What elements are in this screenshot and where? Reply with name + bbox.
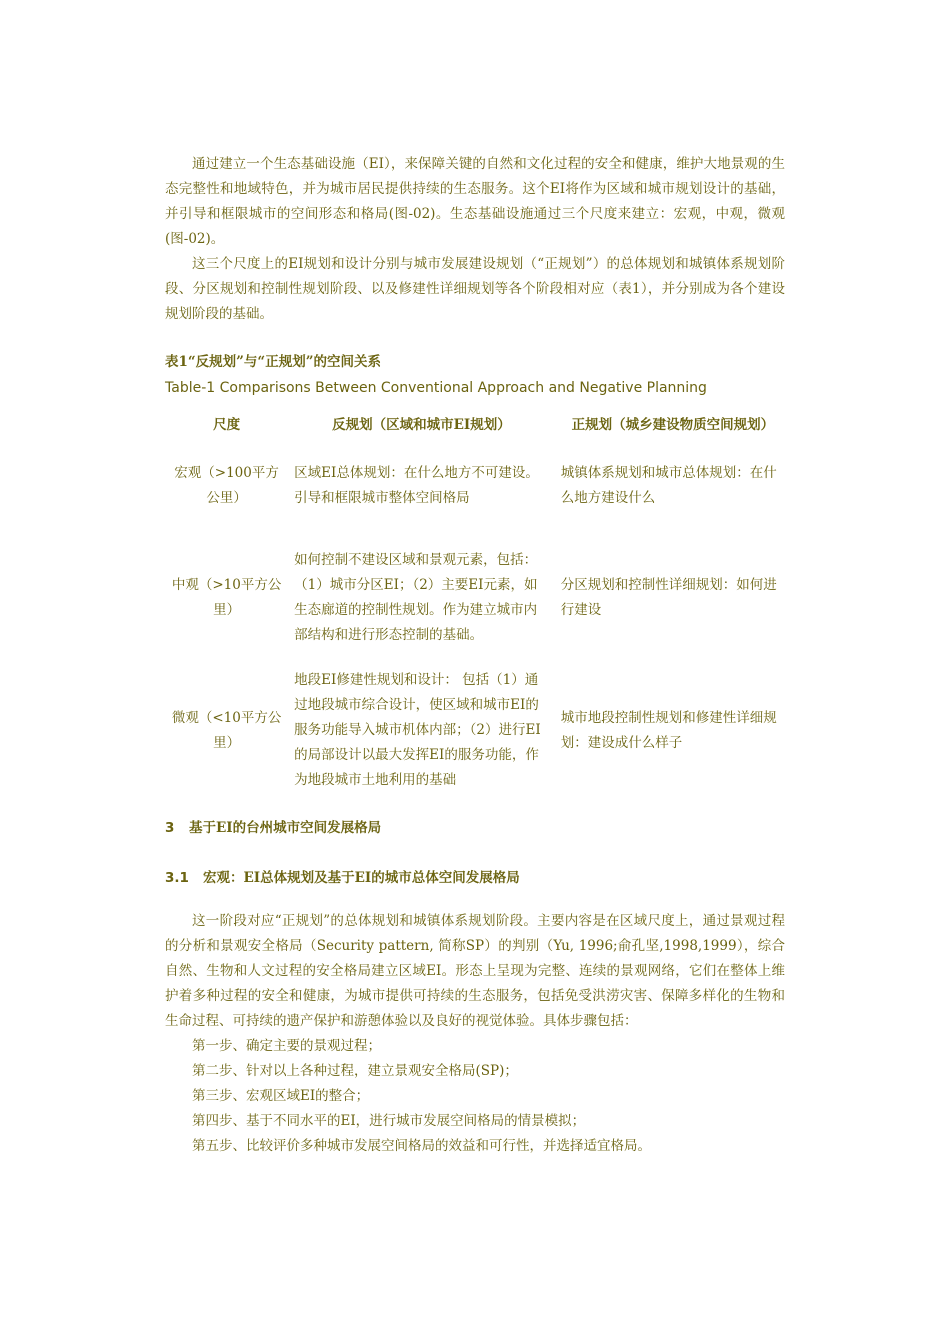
table-row <box>165 441 791 531</box>
step-list <box>165 1034 785 1159</box>
list-item: 第四步、基于不同水平的EI，进行城市发展空间格局的情景模拟； <box>192 1113 586 1129</box>
header-positive-planning: 正规划（城乡建设物质空间规划） <box>571 417 775 433</box>
table-row <box>165 664 791 797</box>
list-item: 第三步、宏观区域EI的整合； <box>192 1088 370 1104</box>
paragraph-three-scales: 这三个尺度上的EI规划和设计分别与城市发展建设规划（“正规划”）的总体规划和城镇体系规划阶段、分区规划和控制性规划阶段、以及修建性详细规划等各个阶段相对应（表1），并分别成为各个建设规划阶段的基础。 <box>165 256 785 322</box>
list-item: 第五步、比较评价多种城市发展空间格局的效益和可行性，并选择适宜格局。 <box>192 1138 651 1154</box>
header-negative-planning: 反规划（区域和城市EI规划） <box>332 417 511 433</box>
paragraph-ei-intro: 通过建立一个生态基础设施（EI），来保障关键的自然和文化过程的安全和健康，维护大地景观的生态完整性和地域特色，并为城市居民提供持续的生态服务。这个EI将作为区域和城市规划设计的基础，并引导和框限城市的空间形态和格局(图-02)。生态基础设施通过三个尺度来建立：宏观，中观，微观(图-02)。 <box>165 156 785 247</box>
table-caption-chinese: 表1“反规划”与“正规划”的空间关系 <box>165 354 381 370</box>
table-caption-english: Table-1 Comparisons Between Conventional Approach and Negative Planning <box>165 380 707 396</box>
list-item: 第二步、针对以上各种过程，建立景观安全格局(SP)； <box>192 1063 518 1079</box>
list-item: 第一步、确定主要的景观过程； <box>192 1038 381 1054</box>
cell-negative-macro: 区域EI总体规划：在什么地方不可建设。引导和框限城市整体空间格局 <box>294 465 539 506</box>
section-heading-3-1 <box>165 865 785 891</box>
cell-scale-meso: 中观（>10平方公里） <box>171 576 282 618</box>
cell-positive-macro: 城镇体系规划和城市总体规划：在什么地方建设什么 <box>560 465 777 506</box>
table-header-row <box>165 405 791 441</box>
planning-comparison-table <box>165 405 791 797</box>
section-number: 3 <box>165 820 175 836</box>
header-scale: 尺度 <box>213 417 241 433</box>
section-title: 基于EI的台州城市空间发展格局 <box>189 820 382 836</box>
cell-positive-meso: 分区规划和控制性详细规划：如何进行建设 <box>560 576 777 618</box>
section-heading-3 <box>165 815 785 841</box>
table-row <box>165 531 791 664</box>
cell-scale-micro: 微观（<10平方公里） <box>171 709 282 751</box>
cell-scale-macro: 宏观（>100平方公里） <box>174 465 279 506</box>
cell-positive-micro: 城市地段控制性规划和修建性详细规划：建设成什么样子 <box>560 709 777 751</box>
cell-negative-micro: 地段EI修建性规划和设计： 包括（1）通过地段城市综合设计，使区域和城市EI的服务功能导入城市机体内部；（2）进行EI的局部设计以最大发挥EI的服务功能，作为地段城市土地利用的基础 <box>294 672 541 788</box>
section-title: 宏观：EI总体规划及基于EI的城市总体空间发展格局 <box>203 870 520 886</box>
section-number: 3.1 <box>165 870 189 886</box>
cell-negative-meso: 如何控制不建设区域和景观元素，包括：（1）城市分区EI；（2）主要EI元素，如生态廊道的控制性规划。作为建立城市内部结构和进行形态控制的基础。 <box>294 551 538 643</box>
document-content <box>165 152 785 1159</box>
paragraph-macro-stage: 这一阶段对应“正规划”的总体规划和城镇体系规划阶段。主要内容是在区域尺度上，通过景观过程的分析和景观安全格局（Security pattern, 简称SP）的判别（Yu, 1996;俞孔坚,1998,1999），综合自然、生物和人文过程的安全格局建立区域EI。形态上呈现为完整、连续的景观网络，它们在整体上维护着多种过程的安全和健康，为城市提供可持续的生态服务，包括免受洪涝灾害、保障多样化的生物和生命过程、可持续的遗产保护和游憩体验以及良好的视觉体验。具体步骤包括： <box>165 913 785 1029</box>
